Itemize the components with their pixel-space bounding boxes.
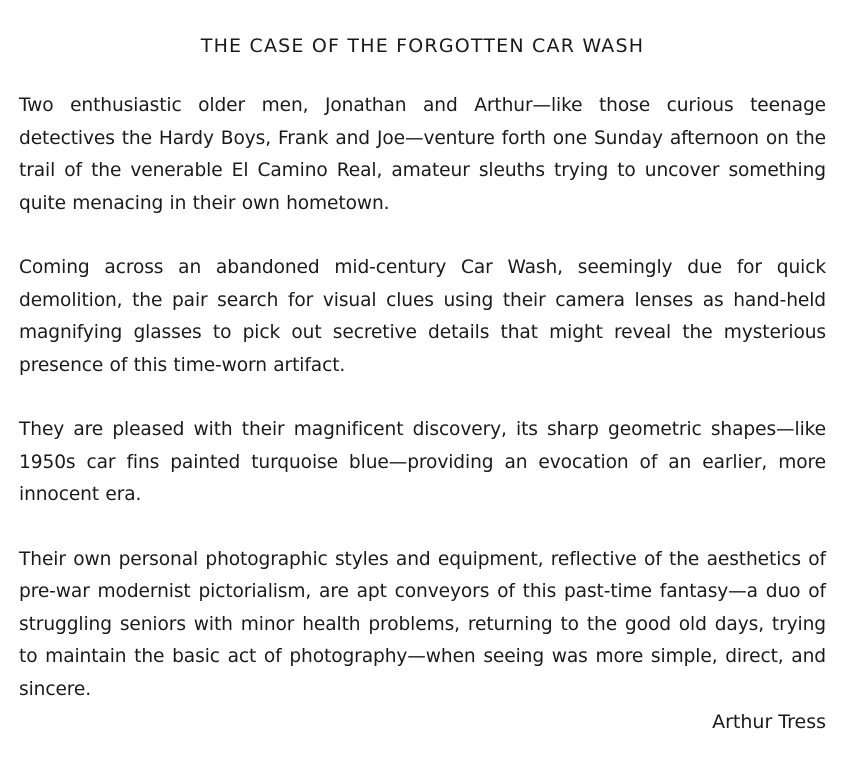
document-title: THE CASE OF THE FORGOTTEN CAR WASH — [200, 35, 645, 57]
paragraph-4: Their own personal photographic styles and equipment, reflective of the aesthetics of pre-war modernist pictorialism, are apt conveyors of this past-time fantasy—a duo of struggling seniors with minor health problems, returning to the good old days, trying to maintain the basic act of photography—when seeing was more simple, direct, and sincere. — [19, 548, 826, 700]
document-body — [19, 90, 826, 706]
paragraph-1: Two enthusiastic older men, Jonathan and Arthur—like those curious teenage detectives the Hardy Boys, Frank and Joe—venture forth one Sunday afternoon on the trail of the venerable El Camino Real, amateur sleuths trying to uncover something quite menacing in their own hometown. — [19, 95, 826, 214]
paragraph-2: Coming across an abandoned mid-century Car Wash, seemingly due for quick demolition, the pair search for visual clues using their camera lenses as hand-held magnifying glasses to pick out secretive details that might reveal the mysterious presence of this time-worn artifact. — [19, 257, 826, 376]
paragraph-3: They are pleased with their magnificent discovery, its sharp geometric shapes—like 1950s car fins painted turquoise blue—providing an evocation of an earlier, more innocent era. — [19, 419, 826, 505]
author-signature: Arthur Tress — [712, 711, 826, 733]
